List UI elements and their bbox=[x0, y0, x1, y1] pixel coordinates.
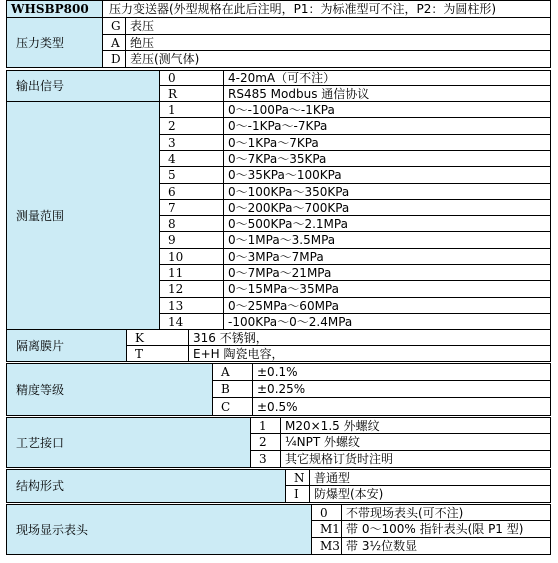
option-code-cell bbox=[159, 232, 223, 249]
option-description: 0～35KPa～100KPa bbox=[228, 168, 342, 182]
option-code: 0 bbox=[168, 71, 176, 85]
option-description-cell bbox=[252, 381, 551, 398]
option-code-cell bbox=[285, 469, 309, 486]
option-code: 11 bbox=[168, 265, 184, 280]
option-code: D bbox=[111, 52, 121, 66]
option-code-cell bbox=[159, 265, 223, 281]
section-3 bbox=[6, 102, 551, 330]
option-description-cell bbox=[252, 363, 551, 381]
option-code: 8 bbox=[168, 216, 176, 231]
section-label-cell bbox=[6, 417, 250, 468]
option-code: 1 bbox=[168, 102, 176, 117]
option-description-cell bbox=[280, 434, 551, 451]
option-code-cell bbox=[159, 102, 223, 118]
option-description-cell bbox=[223, 118, 551, 135]
product-title: 压力变送器(外型规格在此后注明，P1：为标准型可不注，P2：为圆柱形) bbox=[109, 2, 497, 16]
option-description: ±0.1% bbox=[257, 365, 298, 379]
option-code-cell bbox=[159, 249, 223, 265]
option-description: 0～7MPa～21MPa bbox=[228, 265, 332, 280]
option-description: 普通型 bbox=[314, 470, 351, 485]
option-description-cell bbox=[223, 216, 551, 232]
section-label-cell bbox=[6, 330, 126, 362]
option-description-cell bbox=[223, 86, 551, 102]
option-code-cell bbox=[159, 118, 223, 135]
option-code-cell bbox=[159, 70, 223, 86]
option-code-cell bbox=[311, 504, 341, 521]
option-code: 3 bbox=[259, 452, 267, 466]
section-7 bbox=[6, 469, 551, 503]
option-code: 14 bbox=[168, 314, 184, 329]
option-description: 其它规格订货时注明 bbox=[285, 452, 394, 466]
option-description: 4-20mA（可不注） bbox=[228, 71, 336, 85]
option-description-cell bbox=[223, 314, 551, 330]
option-description: M20×1.5 外螺纹 bbox=[285, 418, 380, 433]
option-code: M1 bbox=[320, 522, 340, 536]
option-description: -100KPa～0～2.4MPa bbox=[228, 314, 353, 329]
option-code-cell bbox=[159, 281, 223, 298]
option-description-cell bbox=[223, 151, 551, 167]
section-label: 压力类型 bbox=[16, 35, 65, 50]
option-code-cell bbox=[159, 200, 223, 216]
option-code-cell bbox=[159, 184, 223, 200]
option-code-cell bbox=[159, 135, 223, 151]
section-label: 精度等级 bbox=[16, 382, 65, 397]
option-code-cell bbox=[212, 381, 252, 398]
option-code: G bbox=[111, 19, 121, 33]
section-label-cell bbox=[6, 18, 102, 68]
option-code-cell bbox=[126, 330, 188, 346]
section-label: 测量范围 bbox=[16, 208, 65, 223]
option-description: 0～-1KPa～-7KPa bbox=[228, 119, 328, 133]
option-description-cell bbox=[341, 521, 551, 538]
option-code-cell bbox=[159, 151, 223, 167]
option-code-cell bbox=[311, 521, 341, 538]
option-description: 316 不锈钢， bbox=[193, 330, 268, 345]
option-description: 绝压 bbox=[130, 35, 155, 50]
option-code: A bbox=[221, 365, 230, 379]
option-description-cell bbox=[280, 417, 551, 434]
option-description-cell bbox=[223, 200, 551, 216]
section-label: 输出信号 bbox=[16, 79, 65, 93]
option-code: M3 bbox=[320, 539, 340, 553]
option-code: 4 bbox=[168, 151, 176, 166]
option-description-cell bbox=[223, 281, 551, 298]
option-description: E+H 陶瓷电容， bbox=[193, 346, 284, 361]
option-code: 9 bbox=[168, 233, 176, 247]
option-description-cell bbox=[223, 265, 551, 281]
option-description-cell bbox=[309, 486, 551, 503]
option-code-cell bbox=[159, 314, 223, 330]
option-code: 3 bbox=[168, 135, 176, 150]
option-description: ¼NPT 外螺纹 bbox=[285, 435, 360, 449]
option-code: T bbox=[135, 346, 144, 361]
section-label: 隔离膜片 bbox=[16, 338, 65, 353]
option-code: C bbox=[221, 399, 231, 414]
option-description-cell bbox=[341, 538, 551, 555]
option-description: 带 0～100% 指针表头(限 P1 型) bbox=[346, 522, 524, 536]
option-code: N bbox=[294, 470, 305, 485]
section-8 bbox=[6, 504, 551, 555]
option-description: 防爆型(本安) bbox=[314, 487, 384, 501]
option-code-cell bbox=[250, 417, 280, 434]
section-1 bbox=[6, 18, 551, 68]
option-code-cell bbox=[212, 363, 252, 381]
option-description: 表压 bbox=[130, 19, 155, 33]
option-description-cell bbox=[280, 451, 551, 468]
section-label-cell bbox=[6, 102, 159, 330]
option-description: 0～-100Pa～-1KPa bbox=[228, 102, 335, 117]
option-description: 0～1KPa～7KPa bbox=[228, 135, 319, 150]
option-code-cell bbox=[159, 298, 223, 314]
option-code: A bbox=[111, 35, 120, 50]
option-description: 0～1MPa～3.5MPa bbox=[228, 233, 336, 247]
option-description: 0～3MPa～7MPa bbox=[228, 249, 324, 264]
option-description-cell bbox=[188, 330, 551, 346]
option-description-cell bbox=[223, 184, 551, 200]
section-4 bbox=[6, 330, 551, 362]
option-code: 10 bbox=[168, 249, 184, 264]
option-description-cell bbox=[223, 249, 551, 265]
option-code: 13 bbox=[168, 298, 184, 313]
option-description: 0～500KPa～2.1MPa bbox=[228, 216, 348, 231]
option-description: ±0.25% bbox=[257, 382, 306, 396]
section-label: 工艺接口 bbox=[16, 435, 65, 450]
section-label-cell bbox=[6, 469, 285, 503]
option-description-cell bbox=[252, 398, 551, 416]
option-code-cell bbox=[159, 216, 223, 232]
section-label: 结构形式 bbox=[16, 479, 65, 493]
option-code: 7 bbox=[168, 200, 176, 215]
section-5 bbox=[6, 363, 551, 416]
option-code: R bbox=[168, 86, 178, 101]
option-description-cell bbox=[125, 35, 551, 51]
option-description: RS485 Modbus 通信协议 bbox=[228, 86, 370, 101]
option-description: 差压(测气体) bbox=[130, 52, 200, 66]
section-6 bbox=[6, 417, 551, 468]
option-description: 0～15MPa～35MPa bbox=[228, 282, 339, 296]
option-code-cell bbox=[250, 434, 280, 451]
option-description: 不带现场表头(可不注) bbox=[346, 505, 464, 520]
model-code-cell bbox=[6, 0, 102, 18]
option-code-cell bbox=[102, 18, 125, 35]
option-description-cell bbox=[125, 18, 551, 35]
option-description-cell bbox=[341, 504, 551, 521]
section-label: 现场显示表头 bbox=[16, 522, 89, 537]
option-description-cell bbox=[223, 167, 551, 184]
option-description: 带 3½位数显 bbox=[346, 539, 418, 553]
option-code-cell bbox=[212, 398, 252, 416]
option-code-cell bbox=[102, 51, 125, 68]
option-description-cell bbox=[223, 70, 551, 86]
model-code: WHSBP800 bbox=[11, 2, 89, 16]
option-description: 0～200KPa～700KPa bbox=[228, 200, 350, 215]
option-description-cell bbox=[188, 346, 551, 362]
option-code: 2 bbox=[168, 119, 176, 133]
option-code: 5 bbox=[168, 168, 176, 182]
option-description: 0～100KPa～350KPa bbox=[228, 184, 350, 199]
option-description-cell bbox=[223, 102, 551, 118]
option-description: ±0.5% bbox=[257, 399, 298, 414]
option-code: 1 bbox=[259, 418, 267, 433]
product-title-cell bbox=[102, 0, 551, 18]
section-label-cell bbox=[6, 70, 159, 102]
option-code: 0 bbox=[320, 505, 328, 520]
option-code: K bbox=[135, 330, 144, 345]
option-code-cell bbox=[311, 538, 341, 555]
option-code-cell bbox=[159, 167, 223, 184]
option-code-cell bbox=[126, 346, 188, 362]
option-code: I bbox=[294, 487, 299, 501]
option-code-cell bbox=[250, 451, 280, 468]
table-header bbox=[6, 0, 551, 18]
option-description-cell bbox=[309, 469, 551, 486]
option-description-cell bbox=[223, 232, 551, 249]
section-2 bbox=[6, 70, 551, 102]
option-description-cell bbox=[125, 51, 551, 68]
option-description: 0～25MPa～60MPa bbox=[228, 298, 339, 313]
option-description-cell bbox=[223, 298, 551, 314]
option-code-cell bbox=[159, 86, 223, 102]
section-label-cell bbox=[6, 504, 311, 555]
section-label-cell bbox=[6, 363, 212, 416]
option-code: 6 bbox=[168, 184, 176, 199]
option-description-cell bbox=[223, 135, 551, 151]
option-description: 0～7KPa～35KPa bbox=[228, 151, 327, 166]
option-code-cell bbox=[285, 486, 309, 503]
option-code: B bbox=[221, 382, 230, 396]
option-code-cell bbox=[102, 35, 125, 51]
option-code: 12 bbox=[168, 282, 184, 296]
option-code: 2 bbox=[259, 435, 267, 449]
